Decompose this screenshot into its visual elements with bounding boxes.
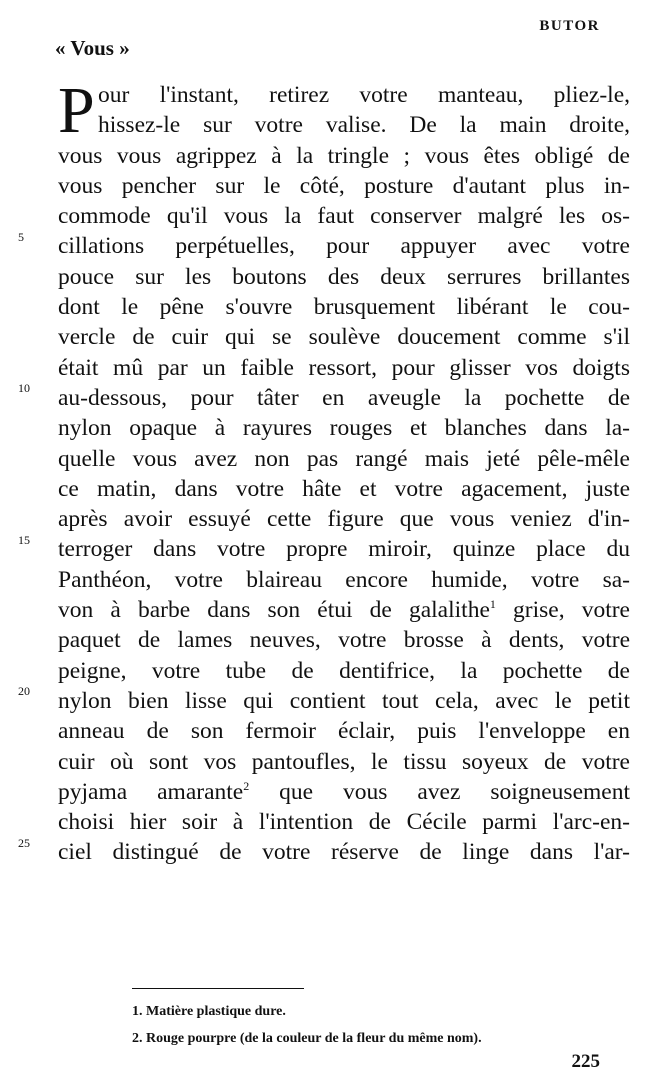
footnote: 2. Rouge pourpre (de la couleur de la fleur du même nom).	[132, 1031, 482, 1046]
page-number: 225	[571, 1051, 600, 1072]
text-line: dont le pêne s'ouvre brusquement libérant le cou-	[58, 294, 630, 321]
text-line: nylon opaque à rayures rouges et blanches dans la-	[58, 415, 630, 442]
text-line: au-dessous, pour tâter en aveugle la pochette de	[58, 384, 630, 411]
text-line: nylon bien lisse qui contient tout cela, avec le petit	[58, 687, 630, 714]
text-line: choisi hier soir à l'intention de Cécile parmi l'arc-en-	[58, 809, 630, 836]
footnote-ref-1: 1	[489, 597, 496, 612]
drop-cap: P	[58, 74, 95, 147]
footnote-ref-2: 2	[243, 778, 250, 793]
text-line: vercle de cuir qui se soulève doucement comme s'il	[58, 324, 630, 351]
text-segment: von à barbe dans son étui de galalithe	[58, 597, 490, 624]
text-line: pouce sur les boutons des deux serrures brillantes	[58, 263, 630, 290]
text-line: our l'instant, retirez votre manteau, pliez-le,	[98, 82, 630, 108]
text-line: hissez-le sur votre valise. De la main droite,	[98, 112, 630, 139]
text-line: terroger dans votre propre miroir, quinze place du	[58, 536, 630, 563]
line-number: 5	[18, 230, 24, 244]
text-line	[58, 595, 630, 625]
text-line: cillations perpétuelles, pour appuyer avec votre	[58, 233, 630, 260]
text-line: paquet de lames neuves, votre brosse à dents, votre	[58, 627, 630, 654]
text-line: commode qu'il vous la faut conserver malgré les os-	[58, 203, 630, 230]
line-number: 15	[18, 533, 30, 547]
text-line: Panthéon, votre blaireau encore humide, votre sa-	[58, 566, 630, 593]
running-head: BUTOR	[539, 18, 600, 34]
text-line: vous pencher sur le côté, posture d'autant plus in-	[58, 172, 630, 199]
text-line: anneau de son fermoir éclair, puis l'enveloppe en	[58, 718, 630, 745]
line-number: 10	[18, 381, 30, 395]
section-title: « Vous »	[55, 36, 130, 60]
text-line: quelle vous avez non pas rangé mais jeté pêle-mêle	[58, 445, 630, 472]
text-line: cuir où sont vos pantoufles, le tissu soyeux de votre	[58, 748, 630, 775]
text-line: après avoir essuyé cette figure que vous veniez d'in-	[58, 506, 630, 533]
text-line: était mû par un faible ressort, pour glisser vos doigts	[58, 354, 630, 381]
text-line: peigne, votre tube de dentifrice, la pochette de	[58, 657, 630, 684]
text-line: ciel distingué de votre réserve de linge dans l'ar-	[58, 839, 630, 866]
footnote-rule	[132, 988, 304, 989]
text-line: ce matin, dans votre hâte et votre agacement, juste	[58, 475, 630, 502]
text-segment: que vous avez soigneusement	[249, 778, 630, 805]
text-line	[58, 777, 630, 807]
footnotes	[132, 998, 612, 1052]
line-number: 20	[18, 684, 30, 698]
line-number: 25	[18, 836, 30, 850]
text-segment: grise, votre	[495, 597, 630, 624]
text-segment: pyjama amarante	[58, 778, 244, 805]
text-line: vous vous agrippez à la tringle ; vous êtes obligé de	[58, 142, 630, 169]
footnote: 1. Matière plastique dure.	[132, 1004, 286, 1019]
body-text	[58, 74, 630, 868]
